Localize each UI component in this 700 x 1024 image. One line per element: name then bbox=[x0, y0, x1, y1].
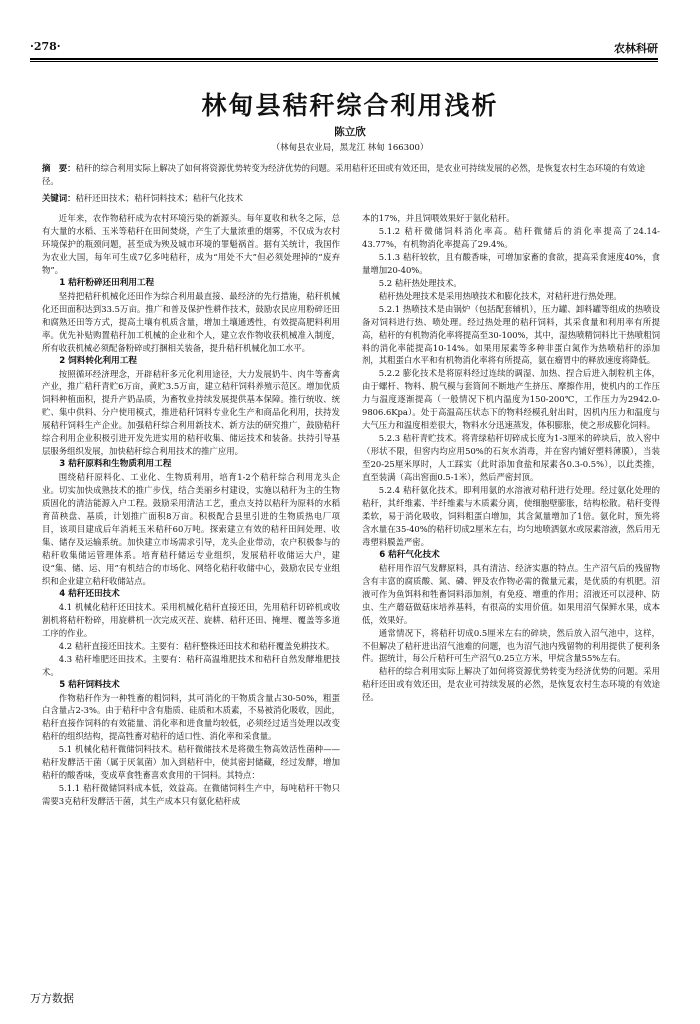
section-heading: 2 饲料转化利用工程 bbox=[59, 355, 137, 366]
section-heading: 5 秸秆饲料技术 bbox=[59, 679, 120, 690]
paragraph: 5.1.2 秸秆微储饲料消化率高。秸秆微储后的消化率提高了24.14-43.77%，有机物消化率提高了29.4%。 bbox=[362, 225, 660, 249]
paragraph: 5.2.2 膨化技术是将原料经过连续的调湿、加热、捏合后进入制粒机主体，由于螺杆、物料、脱气模与套筒间不断地产生挤压、摩擦作用，使机内的工作压力与温度逐渐提高（一般情况下机内温度为150-200℃，工作压力为2942.0-9806.6Kpa）。处于高温高压状态下的物料经模孔射出时，因机内压力和温度与大气压力和温度相差很大，物料水分迅速蒸发，体积膨胀，使之形成膨化饲料。 bbox=[362, 368, 660, 431]
paragraph: 近年来，农作物秸秆成为农村环境污染的新源头。每年夏收和秋冬之际，总有大量的水稻、玉米等秸秆在田间焚烧，产生了大量浓重的烟雾，不仅成为农村环境保护的瓶颈问题，甚至成为殃及城市环境的罪魁祸首。据有关统计，我国作为农业大国，每年可生成7亿多吨秸秆，成为“用处不大”但必须处理掉的“废弃物”。 bbox=[42, 213, 340, 275]
paragraph: 5.1.1 秸秆微储饲料成本低，效益高。在微储饲料生产中，每吨秸秆干物只需要3克秸秆发酵活干菌，其生产成本只有氨化秸秆成 bbox=[42, 783, 340, 807]
section-heading: 3 秸秆原料和生物质利用工程 bbox=[59, 459, 172, 470]
paragraph: 5.1 机械化秸秆微储饲料技术。秸秆微储技术是将微生物高效活性菌种——秸秆发酵活干菌（属于厌氧菌）加入到秸秆中，使其密封储藏，经过发酵，增加秸秆的酸香味，变成草食牲畜喜欢食用的干饲料。其特点： bbox=[42, 744, 340, 781]
paragraph: 5.2.1 热喷技术是由锅炉（包括配套辅机），压力罐、卸料罐等组成的热喷设备对饲料进行热、喷处理。经过热处理的秸秆饲料，其采食量和利用率有所提高，秸秆的有机物消化率将提高至30-100%，其中，湿热喷精饲料比干热喷粗饲料的消化率能提高10-14%。如果用尿素等多种非蛋白氮作为热喷秸秆的添加剂，其粗蛋白水平和有机物消化率将有所提高，氨在瘤胃中的释放速度将降低。 bbox=[362, 303, 660, 366]
abstract-text: 秸秆的综合利用实际上解决了如何将资源优势转变为经济优势的问题。采用秸秆还田或有效还田，是农业可持续发展的必然，是恢复农村生态环境的有效途径。 bbox=[42, 163, 645, 186]
article-author: 陈立欣 bbox=[334, 126, 366, 138]
paragraph: 围绕秸秆原料化、工业化、生物质利用，培育1-2个秸秆综合利用龙头企业。切实加快成熟技术的推广步伐，结合美丽乡村建设，实施以秸秆为主的生物质固化的清洁能源入户工程。鼓励采用清洁工艺，重点支持以秸秆为原料的水稻育苗秧盘、基质，计划推广面积8万亩。积极配合县里引进的生物质热电厂项目，该项目建成后年消耗玉米秸秆60万吨。探索建立有效的秸秆田间处理、收集、储存及运输系统。加快建立市场需求引导，龙头企业带动，农户积极参与的秸秆收集储运管理体系。培育秸秆储运专业组织，发展秸秆收储运大户，建设“集、储、运、用”有机结合的市场化、网络化秸秆收储中心，鼓励农民专业组织和企业建立秸秆收储站点。 bbox=[42, 472, 340, 586]
paragraph: 4.2 秸秆直接还田技术。主要有：秸秆整株还田技术和秸秆覆盖免耕技术。 bbox=[58, 640, 335, 651]
paragraph: 秸秆的综合利用实际上解决了如何将资源优势转变为经济优势的问题。采用秸秆还田或有效还田，是农业可持续发展的必然，是恢复农村生态环境的有效途径。 bbox=[362, 666, 660, 703]
paragraph: 通常情况下，将秸秆切成0.5厘米左右的碎块，然后放入沼气池中，这样，不但解决了秸秆进出沼气池难的问题，也为沼气池内残留物的利用提供了便利条件。据统计，每公斤秸秆可生产沼气0.25立方米，甲烷含量55%左右。 bbox=[362, 627, 660, 664]
header-rule-thin bbox=[30, 61, 658, 62]
paragraph: 5.2.3 秸秆青贮技术。将青绿秸秆切碎成长度为1-3厘米的碎块后，放入窖中（形状不限，但窖内均应用50%的石灰水消毒，并在窖内铺好塑料薄膜），当装至20-25厘米厚时，人工踩实（此时添加食盐和尿素各0.3-0.5%），以此类推，直至装满（高出窖面0.5-1米），然后严密封顶。 bbox=[362, 433, 660, 483]
paragraph: 5.2.4 秸秆氨化技术。即利用氨的水溶液对秸秆进行处理。经过氨化处理的秸秆，其纤维素、半纤维素与木质素分离，使细胞壁膨胀，结构松散。秸秆变得柔软，易于消化吸收，饲料粗蛋白增加，其含氮量增加了1倍。氨化时，预先将含水量在35-40%的秸秆切成2厘米左右，均匀地喷洒氨水或尿素溶液，然后用无毒塑料膜盖严密。 bbox=[362, 485, 660, 547]
abstract bbox=[42, 162, 658, 188]
paragraph: 作物秸秆作为一种牲畜的粗饲料，其可消化的干物质含量占30-50%，粗蛋白含量占2-3%。由于秸秆中含有脂质、硅质和木质素，不易被消化吸收，因此，秸秆直接作饲料的有效能量、消化率和进食量均较低，必须经过适当处理以改变秸秆的组织结构，提高牲畜对秸秆的适口性、消化率和采食量。 bbox=[42, 692, 340, 742]
keywords bbox=[42, 192, 658, 205]
paragraph: 5.1.3 秸秆较软，且有酸香味，可增加家畜的食欲，提高采食速度40%，食量增加20-40%。 bbox=[362, 251, 660, 275]
journal-name: 农林科研 bbox=[614, 42, 658, 55]
section-heading: 6 秸秆气化技术 bbox=[379, 549, 440, 560]
abstract-label: 摘 要： bbox=[42, 163, 76, 173]
paragraph: 秸秆热处理技术是采用热喷技术和膨化技术，对秸秆进行热处理。 bbox=[378, 290, 622, 301]
article-title: 林甸县秸秆综合利用浅析 bbox=[201, 91, 499, 120]
paragraph: 5.2 秸秆热处理技术。 bbox=[378, 277, 462, 288]
paragraph: 秸秆用作沼气发酵原料，具有清洁、经济实惠的特点。生产沼气后的残留物含有丰富的腐质酸、氮、磷、钾及农作物必需的微量元素，是优质的有机肥。沼液可作为鱼饵料和牲畜饲料添加剂，有免疫、增重的作用；沼液还可以浸种、防虫、生产蘑菇做菇床培养基料，有很高的实用价值。如果用沼气保鲜水果，成本低，效果好。 bbox=[362, 562, 660, 625]
section-heading: 4 秸秆还田技术 bbox=[59, 588, 120, 599]
paragraph: 坚持把秸秆机械化还田作为综合利用最直接、最经济的先行措施，秸秆机械化还田面积达到33.5万亩。推广和普及保护性耕作技术，鼓励农民应用粉碎还田和腐熟还田等方式，提高土壤有机质含量，增加土壤通透性，有效提高肥料利用率。优先补贴购置秸秆加工机械的企业和个人，建立农作物收获机械准入制度，所有收获机械必须配备粉碎或打捆相关装备，提升秸秆机械化加工水平。 bbox=[42, 290, 340, 353]
keywords-text: 秸秆还田技术；秸秆饲料技术；秸秆气化技术 bbox=[75, 193, 243, 203]
keywords-label: 关键词： bbox=[42, 193, 76, 203]
header-rule bbox=[30, 58, 658, 60]
paragraph: 4.1 机械化秸秆还田技术。采用机械化秸秆直接还田，先用秸秆切碎机或收割机将秸秆粉碎，用旋耕机一次完成灭茬、旋耕、秸秆还田、掩埋、覆盖等多道工序的作业。 bbox=[42, 601, 340, 638]
section-heading: 1 秸秆粉碎还田利用工程 bbox=[59, 277, 155, 288]
left-column bbox=[42, 212, 340, 808]
page-number: ·278· bbox=[30, 40, 61, 53]
paragraph: 按照循环经济理念，开辟秸秆多元化利用途径，大力发展奶牛、肉牛等畜禽产业，推广秸秆青贮6万亩，黄贮3.5万亩，建立秸秆饲料养殖示范区。增加优质饲料种植面积，提升产奶品质，为畜牧业持续发展提供基本保障。推行统收、统贮、集中供料、分户使用模式，推进秸秆饲料专业化生产和商品化利用，扶持发展秸秆饲料生产企业。加强秸秆综合利用新技术、新方法的研究推广，鼓励秸秆综合利用企业积极引进开发先进实用的秸秆收集、储运技术和装备。扶持引导基层服务组织发展，加快秸秆综合利用技术的推广应用。 bbox=[42, 368, 340, 457]
footer-watermark: 万方数据 bbox=[30, 992, 74, 1005]
right-column bbox=[362, 212, 660, 704]
paragraph: 4.3 秸秆堆肥还田技术。主要有：秸秆高温堆肥技术和秸秆自然发酵堆肥技术。 bbox=[42, 653, 340, 677]
author-affiliation: （林甸县农业局，黑龙江 林甸 166300） bbox=[271, 143, 429, 153]
paragraph: 本的17%，并且饲喂效果好于氨化秸秆。 bbox=[362, 213, 515, 223]
